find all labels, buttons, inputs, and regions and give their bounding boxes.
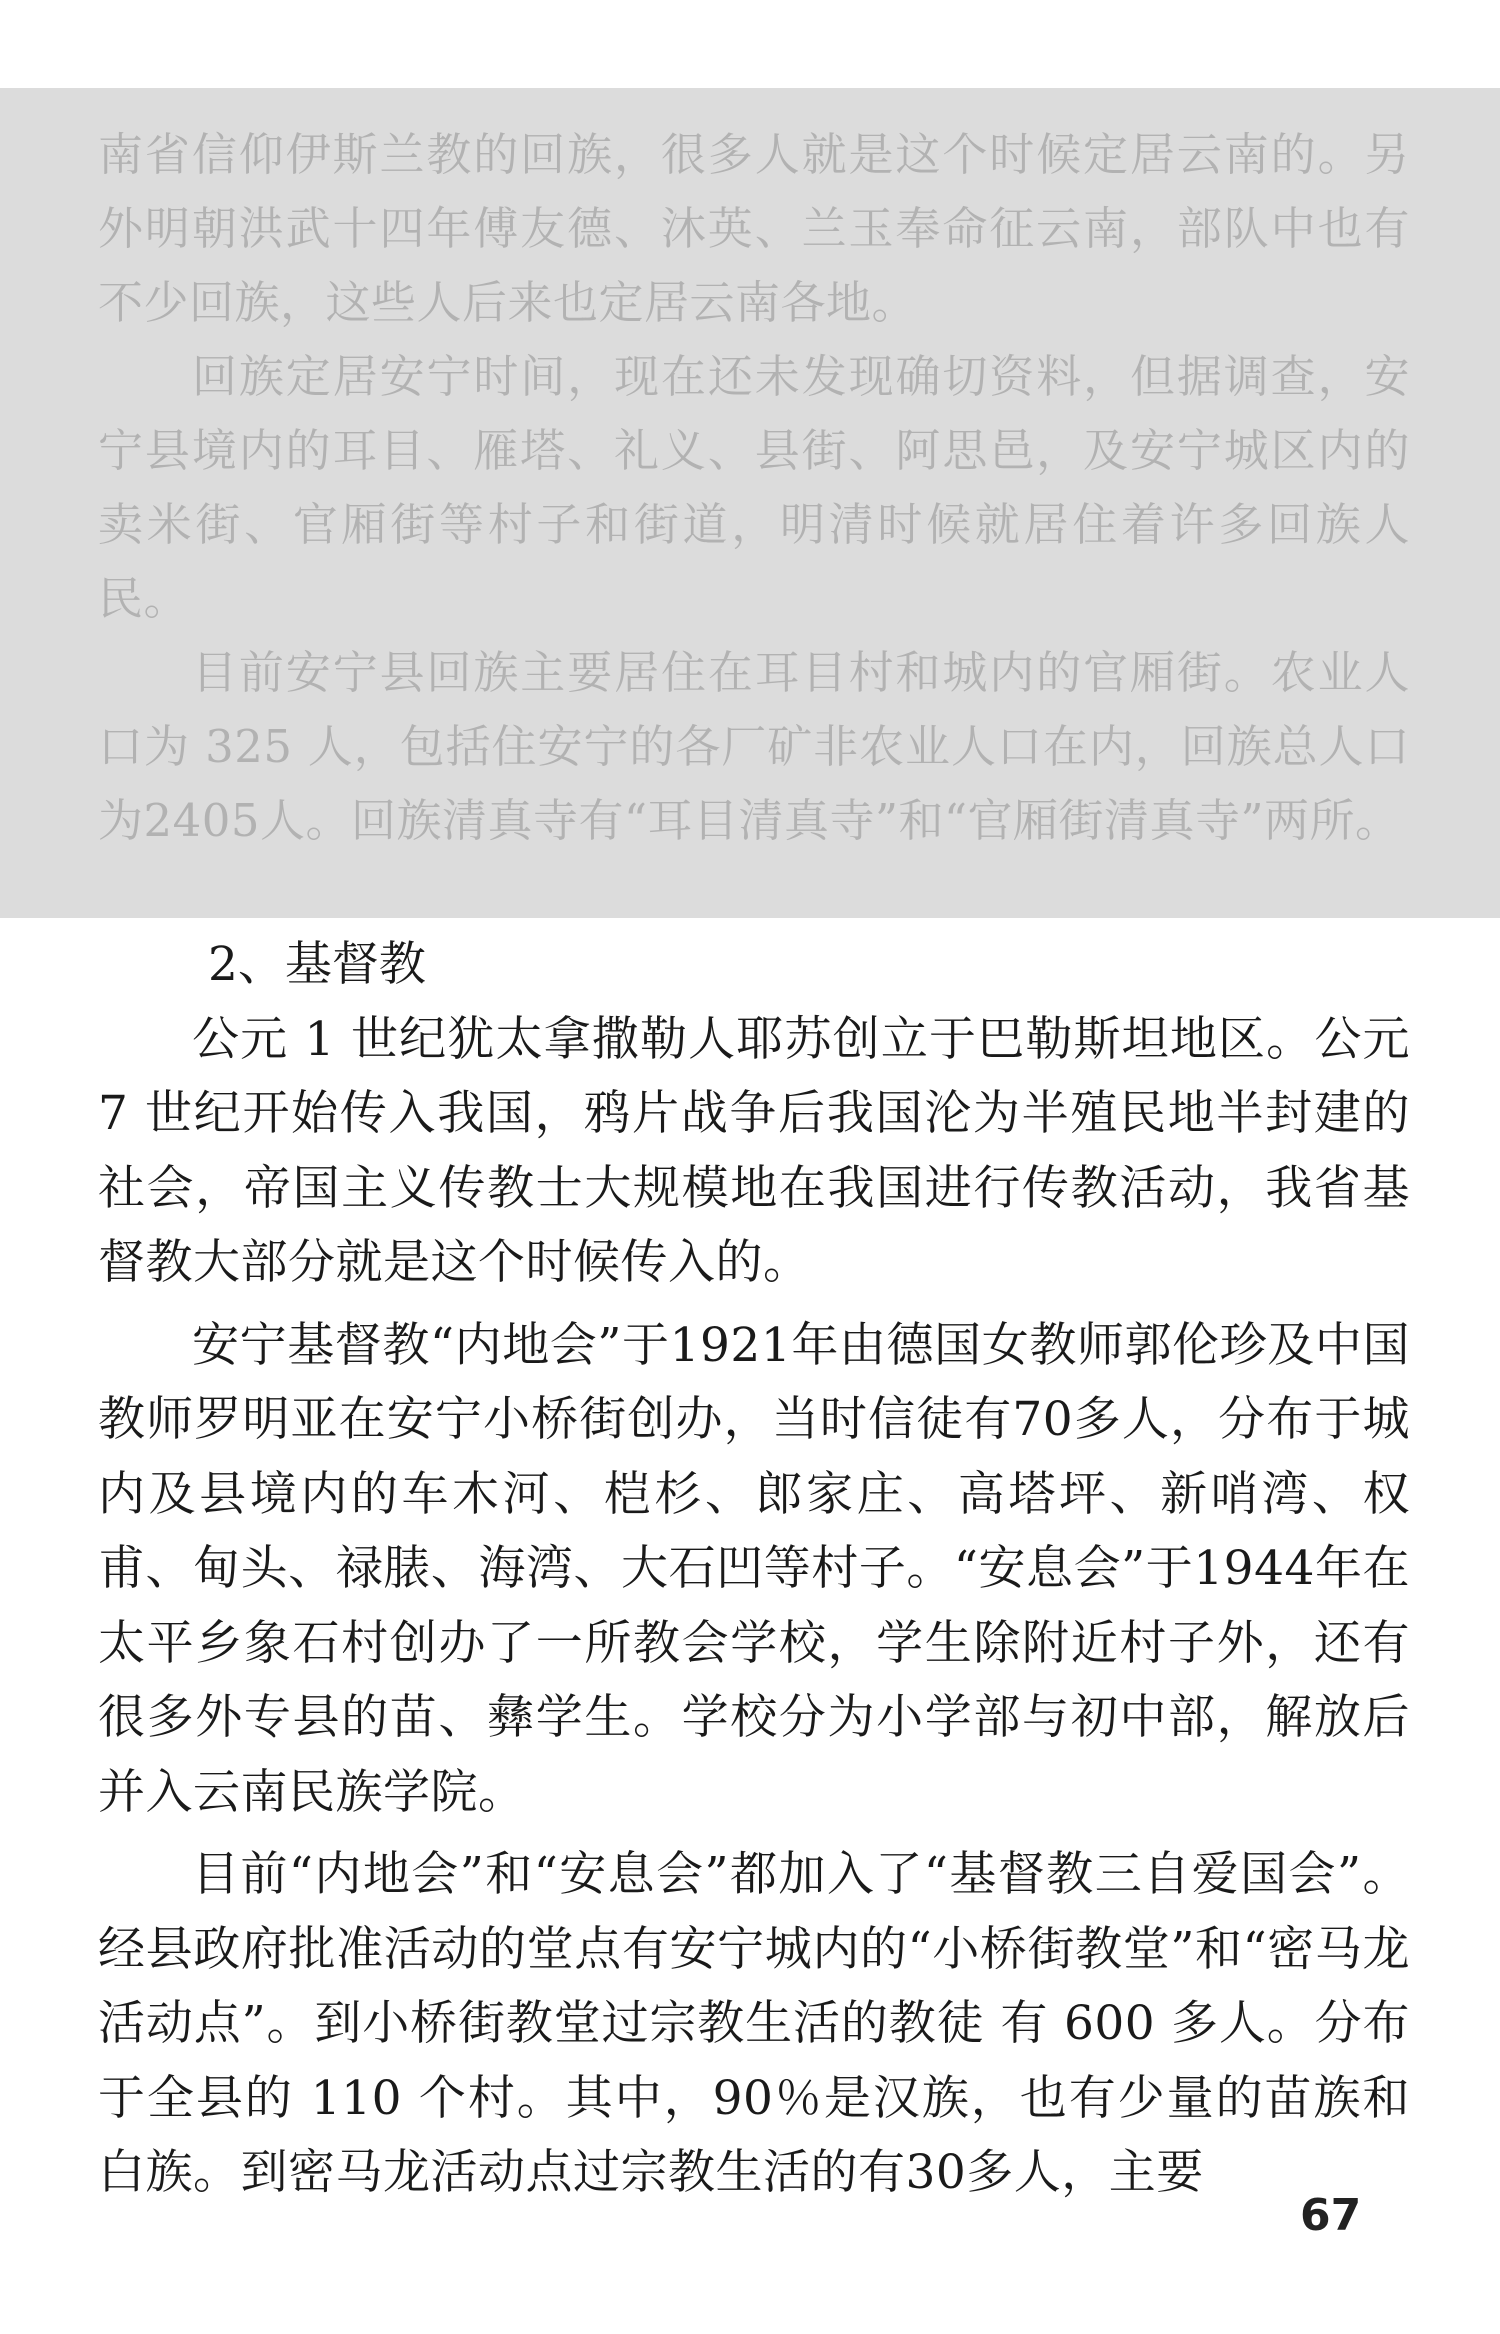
- body-paragraph: 目前“内地会”和“安息会”都加入了“基督教三自爱国会”。经县政府批准活动的堂点有安宁城内的“小桥街教堂”和“密马龙活动点”。到小桥街教堂过宗教生活的教徒 有 600 多人。分布于全县的 110 个村。其中，90％是汉族，也有少量的苗族和白族。到密马龙活动点过宗教生活的有30多人，主要: [98, 1847, 1410, 2200]
- main-text-block: [98, 928, 1410, 2211]
- section-heading: 2、基督教: [208, 937, 426, 992]
- body-paragraph: 安宁基督教“内地会”于1921年由德国女教师郭伦珍及中国教师罗明亚在安宁小桥街创办，当时信徒有70多人，分布于城内及县境内的车木河、桤杉、郎家庄、高塔坪、新哨湾、权甫、甸头、禄脿、海湾、大石凹等村子。“安息会”于1944年在太平乡象石村创办了一所教会学校，学生除附近村子外，还有很多外专县的苗、彝学生。学校分为小学部与初中部，解放后并入云南民族学院。: [98, 1317, 1410, 1820]
- page-number: 67: [1300, 2190, 1362, 2241]
- shaded-text-block: [98, 118, 1410, 858]
- shaded-paragraph: 南省信仰伊斯兰教的回族，很多人就是这个时候定居云南的。另外明朝洪武十四年傅友德、沐英、兰玉奉命征云南，部队中也有不少回族，这些人后来也定居云南各地。: [98, 128, 1410, 329]
- shaded-paragraph: 目前安宁县回族主要居住在耳目村和城内的官厢街。农业人口为 325 人，包括住安宁的各厂矿非农业人口在内，回族总人口为2405人。回族清真寺有“耳目清真寺”和“官厢街清真寺”两所。: [98, 646, 1410, 847]
- shaded-paragraph: 回族定居安宁时间，现在还未发现确切资料，但据调查，安宁县境内的耳目、雁塔、礼义、县街、阿思邑，及安宁城区内的卖米街、官厢街等村子和街道，明清时候就居住着许多回族人民。: [98, 350, 1410, 625]
- body-paragraph: 公元 1 世纪犹太拿撒勒人耶苏创立于巴勒斯坦地区。公元 7 世纪开始传入我国，鸦片战争后我国沦为半殖民地半封建的社会，帝国主义传教士大规模地在我国进行传教活动，我省基督教大部分就是这个时候传入的。: [98, 1011, 1410, 1290]
